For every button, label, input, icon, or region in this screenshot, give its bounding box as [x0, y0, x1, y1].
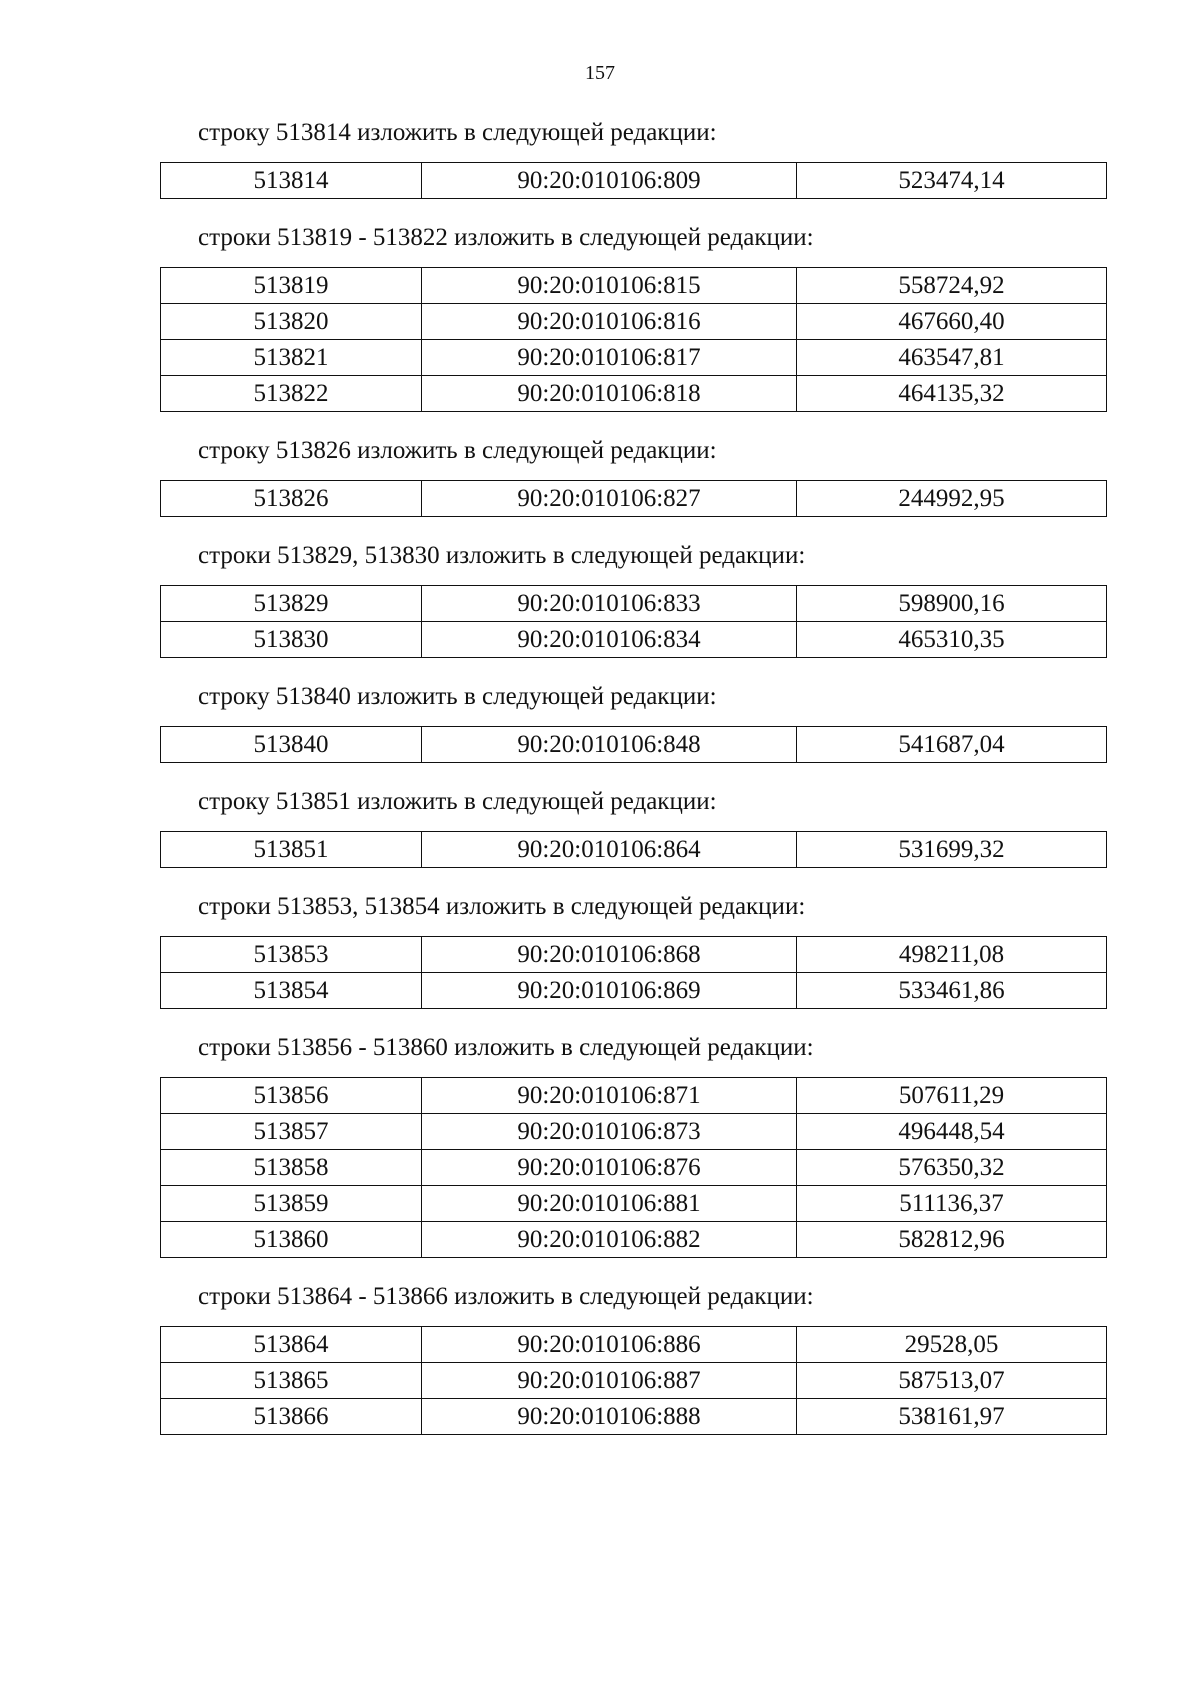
table-row [161, 376, 1107, 412]
amendment-block [160, 892, 1110, 1009]
row-number-cell: 513860 [161, 1222, 422, 1258]
table-row [161, 1327, 1107, 1363]
amendment-instruction: строки 513864 - 513866 изложить в следующей редакции: [198, 1283, 814, 1310]
row-number-cell: 513854 [161, 973, 422, 1009]
row-number-cell: 513830 [161, 622, 422, 658]
cadastral-number-cell: 90:20:010106:876 [422, 1150, 797, 1186]
block-spacer [160, 658, 1110, 682]
amendment-table [160, 1077, 1107, 1258]
amendment-table [160, 936, 1107, 1009]
table-row [161, 268, 1107, 304]
value-cell: 576350,32 [797, 1150, 1107, 1186]
cadastral-number-cell: 90:20:010106:868 [422, 937, 797, 973]
value-cell: 507611,29 [797, 1078, 1107, 1114]
cadastral-number-cell: 90:20:010106:827 [422, 481, 797, 517]
row-number-cell: 513821 [161, 340, 422, 376]
value-cell: 498211,08 [797, 937, 1107, 973]
amendment-instruction: строку 513840 изложить в следующей редакции: [198, 683, 717, 710]
amendment-block [160, 436, 1110, 517]
table-row [161, 1363, 1107, 1399]
amendment-table [160, 1326, 1107, 1435]
block-spacer [160, 412, 1110, 436]
cadastral-number-cell: 90:20:010106:873 [422, 1114, 797, 1150]
table-row [161, 1078, 1107, 1114]
value-cell: 464135,32 [797, 376, 1107, 412]
value-cell: 531699,32 [797, 832, 1107, 868]
table-row [161, 1399, 1107, 1435]
cadastral-number-cell: 90:20:010106:818 [422, 376, 797, 412]
cadastral-number-cell: 90:20:010106:834 [422, 622, 797, 658]
block-spacer [160, 199, 1110, 223]
amendment-table [160, 480, 1107, 517]
cadastral-number-cell: 90:20:010106:869 [422, 973, 797, 1009]
cadastral-number-cell: 90:20:010106:816 [422, 304, 797, 340]
row-number-cell: 513865 [161, 1363, 422, 1399]
amendment-table [160, 267, 1107, 412]
amendment-block [160, 787, 1110, 868]
row-number-cell: 513814 [161, 163, 422, 199]
value-cell: 558724,92 [797, 268, 1107, 304]
table-row [161, 1150, 1107, 1186]
row-number-cell: 513819 [161, 268, 422, 304]
row-number-cell: 513820 [161, 304, 422, 340]
table-row [161, 304, 1107, 340]
value-cell: 463547,81 [797, 340, 1107, 376]
cadastral-number-cell: 90:20:010106:887 [422, 1363, 797, 1399]
block-spacer [160, 1009, 1110, 1033]
amendment-instruction: строку 513814 изложить в следующей редакции: [198, 119, 717, 146]
table-row [161, 1114, 1107, 1150]
value-cell: 467660,40 [797, 304, 1107, 340]
value-cell: 523474,14 [797, 163, 1107, 199]
value-cell: 496448,54 [797, 1114, 1107, 1150]
value-cell: 465310,35 [797, 622, 1107, 658]
amendment-block [160, 223, 1110, 412]
table-row [161, 481, 1107, 517]
row-number-cell: 513864 [161, 1327, 422, 1363]
amendment-block [160, 541, 1110, 658]
table-row [161, 973, 1107, 1009]
value-cell: 538161,97 [797, 1399, 1107, 1435]
value-cell: 29528,05 [797, 1327, 1107, 1363]
cadastral-number-cell: 90:20:010106:809 [422, 163, 797, 199]
value-cell: 587513,07 [797, 1363, 1107, 1399]
cadastral-number-cell: 90:20:010106:817 [422, 340, 797, 376]
value-cell: 582812,96 [797, 1222, 1107, 1258]
cadastral-number-cell: 90:20:010106:882 [422, 1222, 797, 1258]
table-row [161, 586, 1107, 622]
cadastral-number-cell: 90:20:010106:815 [422, 268, 797, 304]
block-spacer [160, 517, 1110, 541]
value-cell: 598900,16 [797, 586, 1107, 622]
amendment-block [160, 118, 1110, 199]
amendment-block [160, 1282, 1110, 1435]
row-number-cell: 513858 [161, 1150, 422, 1186]
block-spacer [160, 1258, 1110, 1282]
cadastral-number-cell: 90:20:010106:833 [422, 586, 797, 622]
row-number-cell: 513853 [161, 937, 422, 973]
table-row [161, 340, 1107, 376]
row-number-cell: 513822 [161, 376, 422, 412]
cadastral-number-cell: 90:20:010106:886 [422, 1327, 797, 1363]
table-row [161, 622, 1107, 658]
block-spacer [160, 763, 1110, 787]
amendment-table [160, 726, 1107, 763]
row-number-cell: 513856 [161, 1078, 422, 1114]
cadastral-number-cell: 90:20:010106:871 [422, 1078, 797, 1114]
table-row [161, 832, 1107, 868]
row-number-cell: 513859 [161, 1186, 422, 1222]
row-number-cell: 513857 [161, 1114, 422, 1150]
amendment-instruction: строки 513829, 513830 изложить в следующей редакции: [198, 542, 806, 569]
row-number-cell: 513840 [161, 727, 422, 763]
row-number-cell: 513829 [161, 586, 422, 622]
value-cell: 541687,04 [797, 727, 1107, 763]
table-row [161, 1222, 1107, 1258]
cadastral-number-cell: 90:20:010106:864 [422, 832, 797, 868]
value-cell: 533461,86 [797, 973, 1107, 1009]
row-number-cell: 513826 [161, 481, 422, 517]
amendment-instruction: строки 513856 - 513860 изложить в следующей редакции: [198, 1034, 814, 1061]
amendment-table [160, 162, 1107, 199]
amendment-instruction: строку 513826 изложить в следующей редакции: [198, 437, 717, 464]
table-row [161, 1186, 1107, 1222]
amendment-table [160, 831, 1107, 868]
table-row [161, 937, 1107, 973]
document-body [160, 118, 1110, 1435]
cadastral-number-cell: 90:20:010106:881 [422, 1186, 797, 1222]
table-row [161, 163, 1107, 199]
amendment-instruction: строки 513819 - 513822 изложить в следующей редакции: [198, 224, 814, 251]
amendment-instruction: строки 513853, 513854 изложить в следующей редакции: [198, 893, 806, 920]
value-cell: 244992,95 [797, 481, 1107, 517]
table-row [161, 727, 1107, 763]
amendment-block [160, 1033, 1110, 1258]
cadastral-number-cell: 90:20:010106:888 [422, 1399, 797, 1435]
amendment-block [160, 682, 1110, 763]
amendment-instruction: строку 513851 изложить в следующей редакции: [198, 788, 717, 815]
amendment-table [160, 585, 1107, 658]
row-number-cell: 513866 [161, 1399, 422, 1435]
page-number: 157 [585, 62, 615, 84]
block-spacer [160, 868, 1110, 892]
cadastral-number-cell: 90:20:010106:848 [422, 727, 797, 763]
value-cell: 511136,37 [797, 1186, 1107, 1222]
row-number-cell: 513851 [161, 832, 422, 868]
